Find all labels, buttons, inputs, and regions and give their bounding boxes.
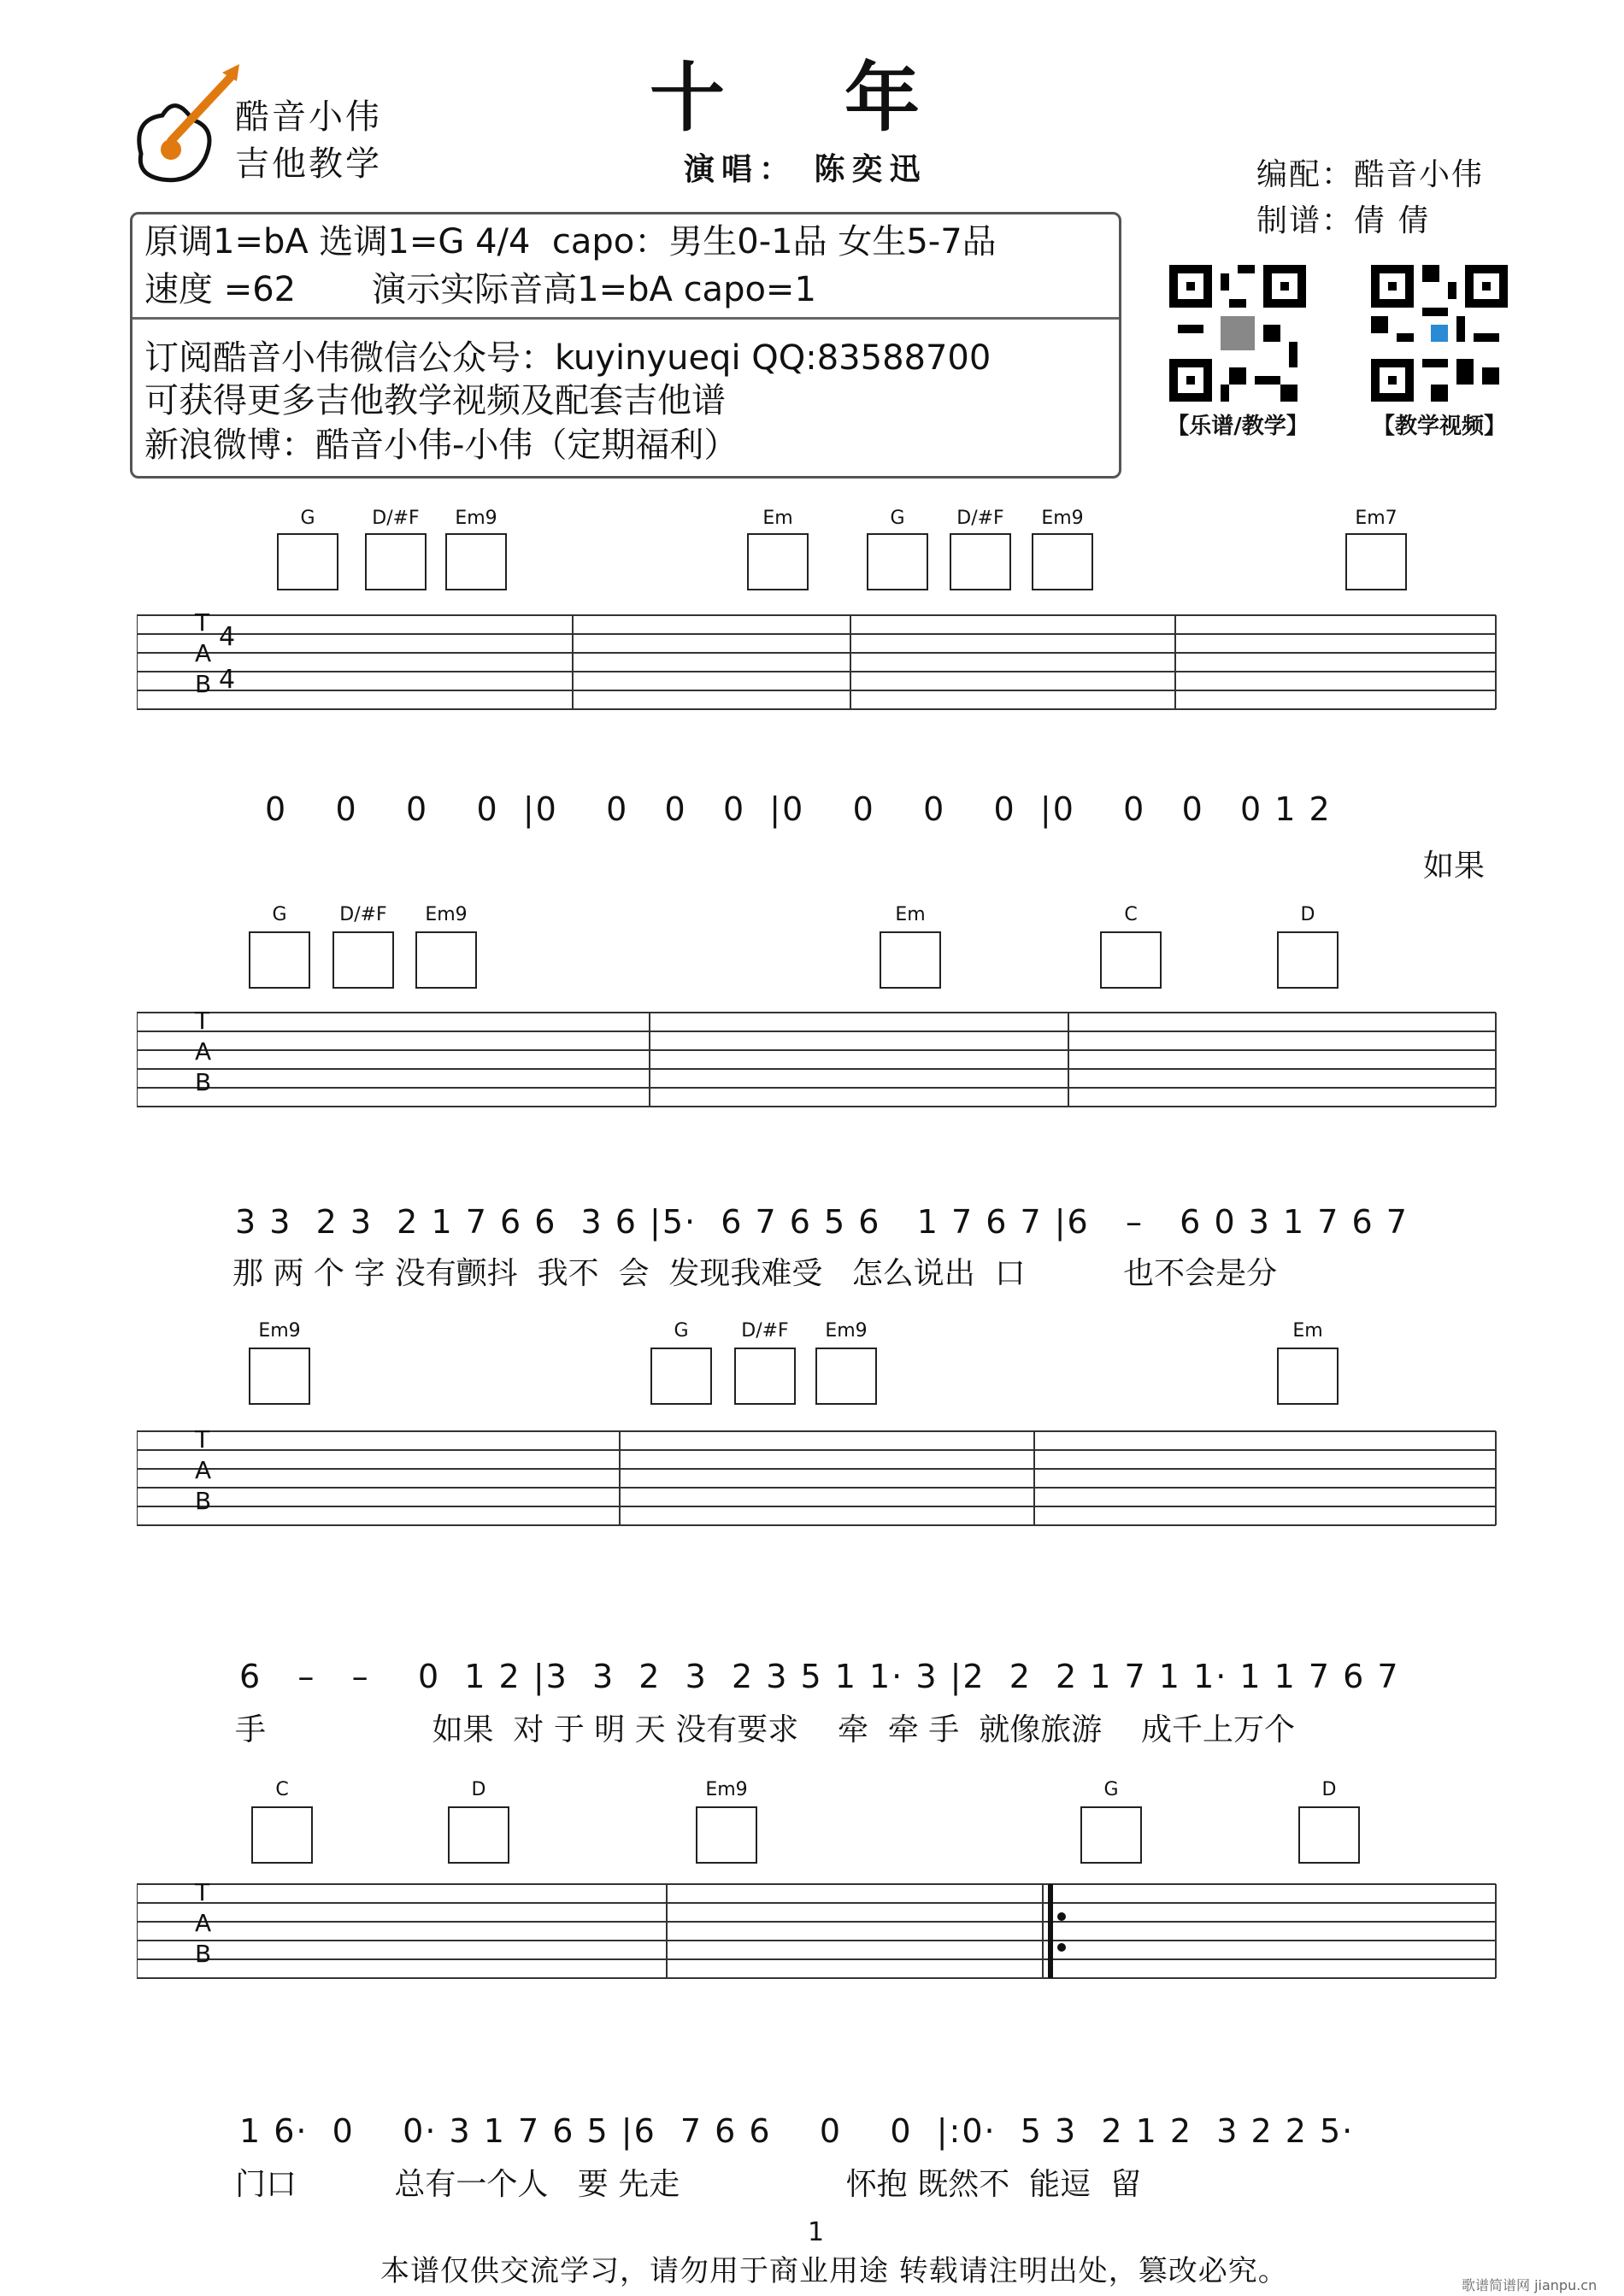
logo-line2: 吉他教学 bbox=[235, 144, 382, 184]
chord-grids bbox=[0, 530, 1624, 598]
info-subscribe-line: 订阅酷音小伟微信公众号：kuyinyueqi QQ:83588700 bbox=[144, 338, 991, 378]
tab-label-t: T bbox=[195, 1007, 210, 1035]
chord-grids bbox=[0, 1344, 1624, 1412]
chord-name: G bbox=[674, 1320, 689, 1342]
chord-name: D/#F bbox=[956, 508, 1004, 529]
info-weibo-line: 新浪微博：酷音小伟-小伟（定期福利） bbox=[144, 426, 738, 465]
numbered-notation: 3 3 2 3 2 1 7 6 6 3 6 |5· 6 7 6 5 6 1 7 6 7 |6 – 6 0 3 1 7 6 7 bbox=[235, 1203, 1409, 1241]
qr-caption-video: 【教学视频】 bbox=[1372, 414, 1506, 439]
numbered-notation: 1 6· 0 0· 3 1 7 6 5 |6 7 6 6 0 0 |:0· 5 3 2 1 2 3 2 2 5· bbox=[239, 2112, 1355, 2150]
chord-diagram-row bbox=[0, 1320, 1624, 1414]
numbered-notation: 6 – – 0 1 2 |3 3 2 3 2 3 5 1 1· 3 |2 2 2 1 7 1 1· 1 1 7 6 7 bbox=[239, 1658, 1400, 1695]
arranger-credit: 编配：酷音小伟 bbox=[1256, 157, 1485, 192]
chord-name: Em bbox=[895, 904, 926, 925]
chord-name: Em9 bbox=[455, 508, 497, 529]
chord-name: D bbox=[1321, 1779, 1337, 1800]
chord-grids bbox=[0, 1803, 1624, 1871]
song-info-box bbox=[130, 212, 1121, 479]
chord-name: Em bbox=[1292, 1320, 1323, 1342]
info-tempo-line: 速度 =62 演示实际音高1=bA capo=1 bbox=[144, 270, 816, 309]
chord-name: G bbox=[300, 508, 315, 529]
tab-label-t: T bbox=[195, 1425, 210, 1453]
chord-name: Em9 bbox=[425, 904, 468, 925]
chord-name: C bbox=[275, 1779, 289, 1800]
chord-name: G bbox=[890, 508, 905, 529]
logo-line1: 酷音小伟 bbox=[235, 97, 382, 137]
tab-label-a: A bbox=[195, 639, 212, 667]
tab-label-b: B bbox=[195, 1068, 212, 1096]
numbered-notation: 0 0 0 0 |0 0 0 0 |0 0 0 0 |0 0 0 0 1 2 bbox=[265, 790, 1332, 828]
chord-name: G bbox=[1103, 1779, 1119, 1800]
chord-name: D bbox=[1300, 904, 1315, 925]
info-video-line: 可获得更多吉他教学视频及配套吉他谱 bbox=[144, 381, 726, 420]
singer-credit: 演唱： 陈奕迅 bbox=[684, 151, 927, 187]
lyric-line: 手 如果 对 于 明 天 没有要求 牵 牵 手 就像旅游 成千上万个 bbox=[235, 1712, 1295, 1747]
guitar-logo-icon bbox=[124, 60, 244, 188]
tab-label-a: A bbox=[195, 1456, 212, 1484]
chord-name: Em7 bbox=[1355, 508, 1397, 529]
chord-name: D/#F bbox=[339, 904, 387, 925]
chord-name: G bbox=[272, 904, 287, 925]
tab-label-b: B bbox=[195, 1940, 212, 1968]
chord-grids bbox=[0, 928, 1624, 996]
copyright-notice: 本谱仅供交流学习，请勿用于商业用途 转载请注明出处，篡改必究。 bbox=[380, 2254, 1288, 2288]
chord-name: Em bbox=[762, 508, 793, 529]
chord-name: D/#F bbox=[372, 508, 420, 529]
chord-name: Em9 bbox=[1041, 508, 1084, 529]
chord-name: D/#F bbox=[741, 1320, 789, 1342]
watermark: 歌谱简谱网 jianpu.cn bbox=[1462, 2277, 1598, 2293]
lyric-line: 那 两 个 字 没有颤抖 我不 会 发现我难受 怎么说出 口 也不会是分 bbox=[232, 1256, 1278, 1291]
lyric-line: 如果 bbox=[1423, 849, 1486, 884]
tab-staff-4 bbox=[137, 1876, 1504, 2012]
chord-diagram-row bbox=[0, 904, 1624, 998]
qr-code-score[interactable] bbox=[1169, 265, 1306, 402]
tab-label-b: B bbox=[195, 1487, 212, 1515]
chord-name: D bbox=[471, 1779, 486, 1800]
qr-code-video[interactable] bbox=[1371, 265, 1508, 402]
time-signature-bottom: 4 bbox=[219, 665, 236, 695]
tab-label-b: B bbox=[195, 670, 212, 698]
time-signature-top: 4 bbox=[219, 622, 236, 652]
chord-name: C bbox=[1124, 904, 1138, 925]
tab-staff-1 bbox=[137, 607, 1504, 743]
tab-label-t: T bbox=[195, 608, 210, 637]
chord-diagram-row bbox=[0, 1779, 1624, 1873]
chord-name: Em9 bbox=[705, 1779, 748, 1800]
chord-name: Em9 bbox=[825, 1320, 868, 1342]
chord-diagram-row bbox=[0, 504, 1624, 598]
tab-staff-3 bbox=[137, 1423, 1504, 1559]
lyric-line: 门口 总有一个人 要 先走 怀抱 既然不 能逗 留 bbox=[235, 2167, 1141, 2202]
qr-caption-score: 【乐谱/教学】 bbox=[1167, 414, 1309, 439]
transcriber-credit: 制谱：倩 倩 bbox=[1256, 203, 1431, 238]
tab-label-a: A bbox=[195, 1037, 212, 1066]
page-title: 十年 bbox=[650, 53, 1040, 142]
tab-label-a: A bbox=[195, 1909, 212, 1937]
page-number: 1 bbox=[808, 2217, 825, 2247]
tab-staff-2 bbox=[137, 1004, 1504, 1141]
chord-name: Em9 bbox=[258, 1320, 301, 1342]
tab-label-t: T bbox=[195, 1878, 210, 1906]
info-key-line: 原调1=bA 选调1=G 4/4 capo：男生0-1品 女生5-7品 bbox=[144, 222, 997, 261]
